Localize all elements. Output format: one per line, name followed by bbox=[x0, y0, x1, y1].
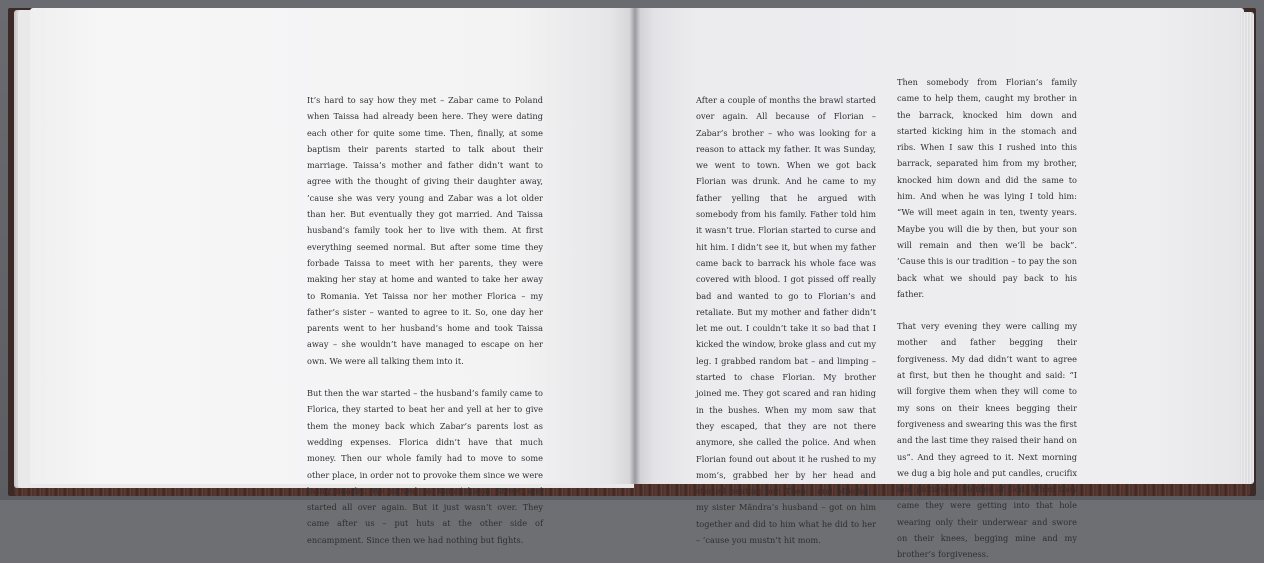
paragraph: It’s hard to say how they met – Zabar came to Poland when Taissa had already been here. They were dating each other for quite some time. Then, finally, at some baptism their parents started to talk about their marriage. Taissa’s mother and father didn’t want to agree with the thought of giving their daughter away, ’cause she was very young and Zabar was a lot older than her. But eventually they got married. And Taissa husband’s family took her to live with them. At first everything seemed normal. But after some time they forbade Taissa to meet with her parents, they were making her stay at home and wanted to take her away to Romania. Yet Taissa nor her mother Florica – my father’s sister – wanted to agree to it. So, one day her parents went to her husband’s home and took Taissa away – she wouldn’t have managed to escape on her own. We were all talking them into it. bbox=[307, 95, 543, 366]
paragraph: But then the war started – the husband’s family came to Florica, they started to beat her and yell at her to give them the money back which Zabar’s parents lost as wedding expenses. Florica didn’t have that much money. Then our whole family had to move to some other place, in order not to provoke them since we were living nearby. We moved to Kamińskiego Street and started all over again. But it just wasn’t over. They came after us – put huts at the other side of encampment. Since then we had nothing but fights. bbox=[307, 388, 543, 545]
right-page-left-column bbox=[696, 92, 876, 548]
right-page-stack bbox=[1240, 12, 1254, 484]
right-page-right-column bbox=[897, 74, 1077, 563]
paragraph: Then somebody from Florian’s family came to help them, caught my brother in the barrack, knocked him down and started kicking him in the stomach and ribs. When I saw this I rushed into this barrack, separated him from my brother, knocked him down and did the same to him. And when he was lying I told him: “We will meet again in ten, twenty years. Maybe you will die by then, but your son will remain and then we’ll be back”. ’Cause this is our tradition – to pay the son back what we should pay back to his father. bbox=[897, 77, 1077, 299]
paragraph: After a couple of months the brawl started over again. All because of Florian – Zabar’s brother – who was looking for a reason to attack my father. It was Sunday, we went to town. When we got back Florian was drunk. And he came to my father yelling that he argued with somebody from his family. Father told him it wasn’t true. Florian started to curse and hit him. I didn’t see it, but when my father came back to barrack his whole face was covered with blood. I got pissed off really bad and wanted to go to Florian’s and retaliate. But my mother and father didn’t let me out. I couldn’t take it so bad that I kicked the window, broke glass and cut my leg. I grabbed random bat – and limping – started to chase Florian. My brother joined me. They got scared and ran hiding in the bushes. When my mom saw that they escaped, that they are not there anymore, she called the police. And when Florian found out about it he rushed to my mom’s, grabbed her by her head and started beating her. Then I and Mikołaj – my sister Măndra’s husband – got on him together and did to him what he did to her – ’cause you mustn’t hit mom. bbox=[696, 95, 876, 546]
paragraph: That very evening they were calling my mother and father begging their forgiveness. My dad didn’t want to agree at first, but then he thought and said: “I will forgive them when they will come to my sons on their knees begging their forgiveness and swearing this was the first and the last time they raised their hand on us”. And they agreed to it. Next morning we dug a big hole and put candles, crucifix and picture of Mother of God. When they came they were getting into that hole wearing only their underwear and swore on their knees, begging mine and my brother’s forgiveness. bbox=[897, 321, 1077, 560]
left-page-text bbox=[307, 92, 543, 548]
book-gutter bbox=[630, 8, 640, 484]
